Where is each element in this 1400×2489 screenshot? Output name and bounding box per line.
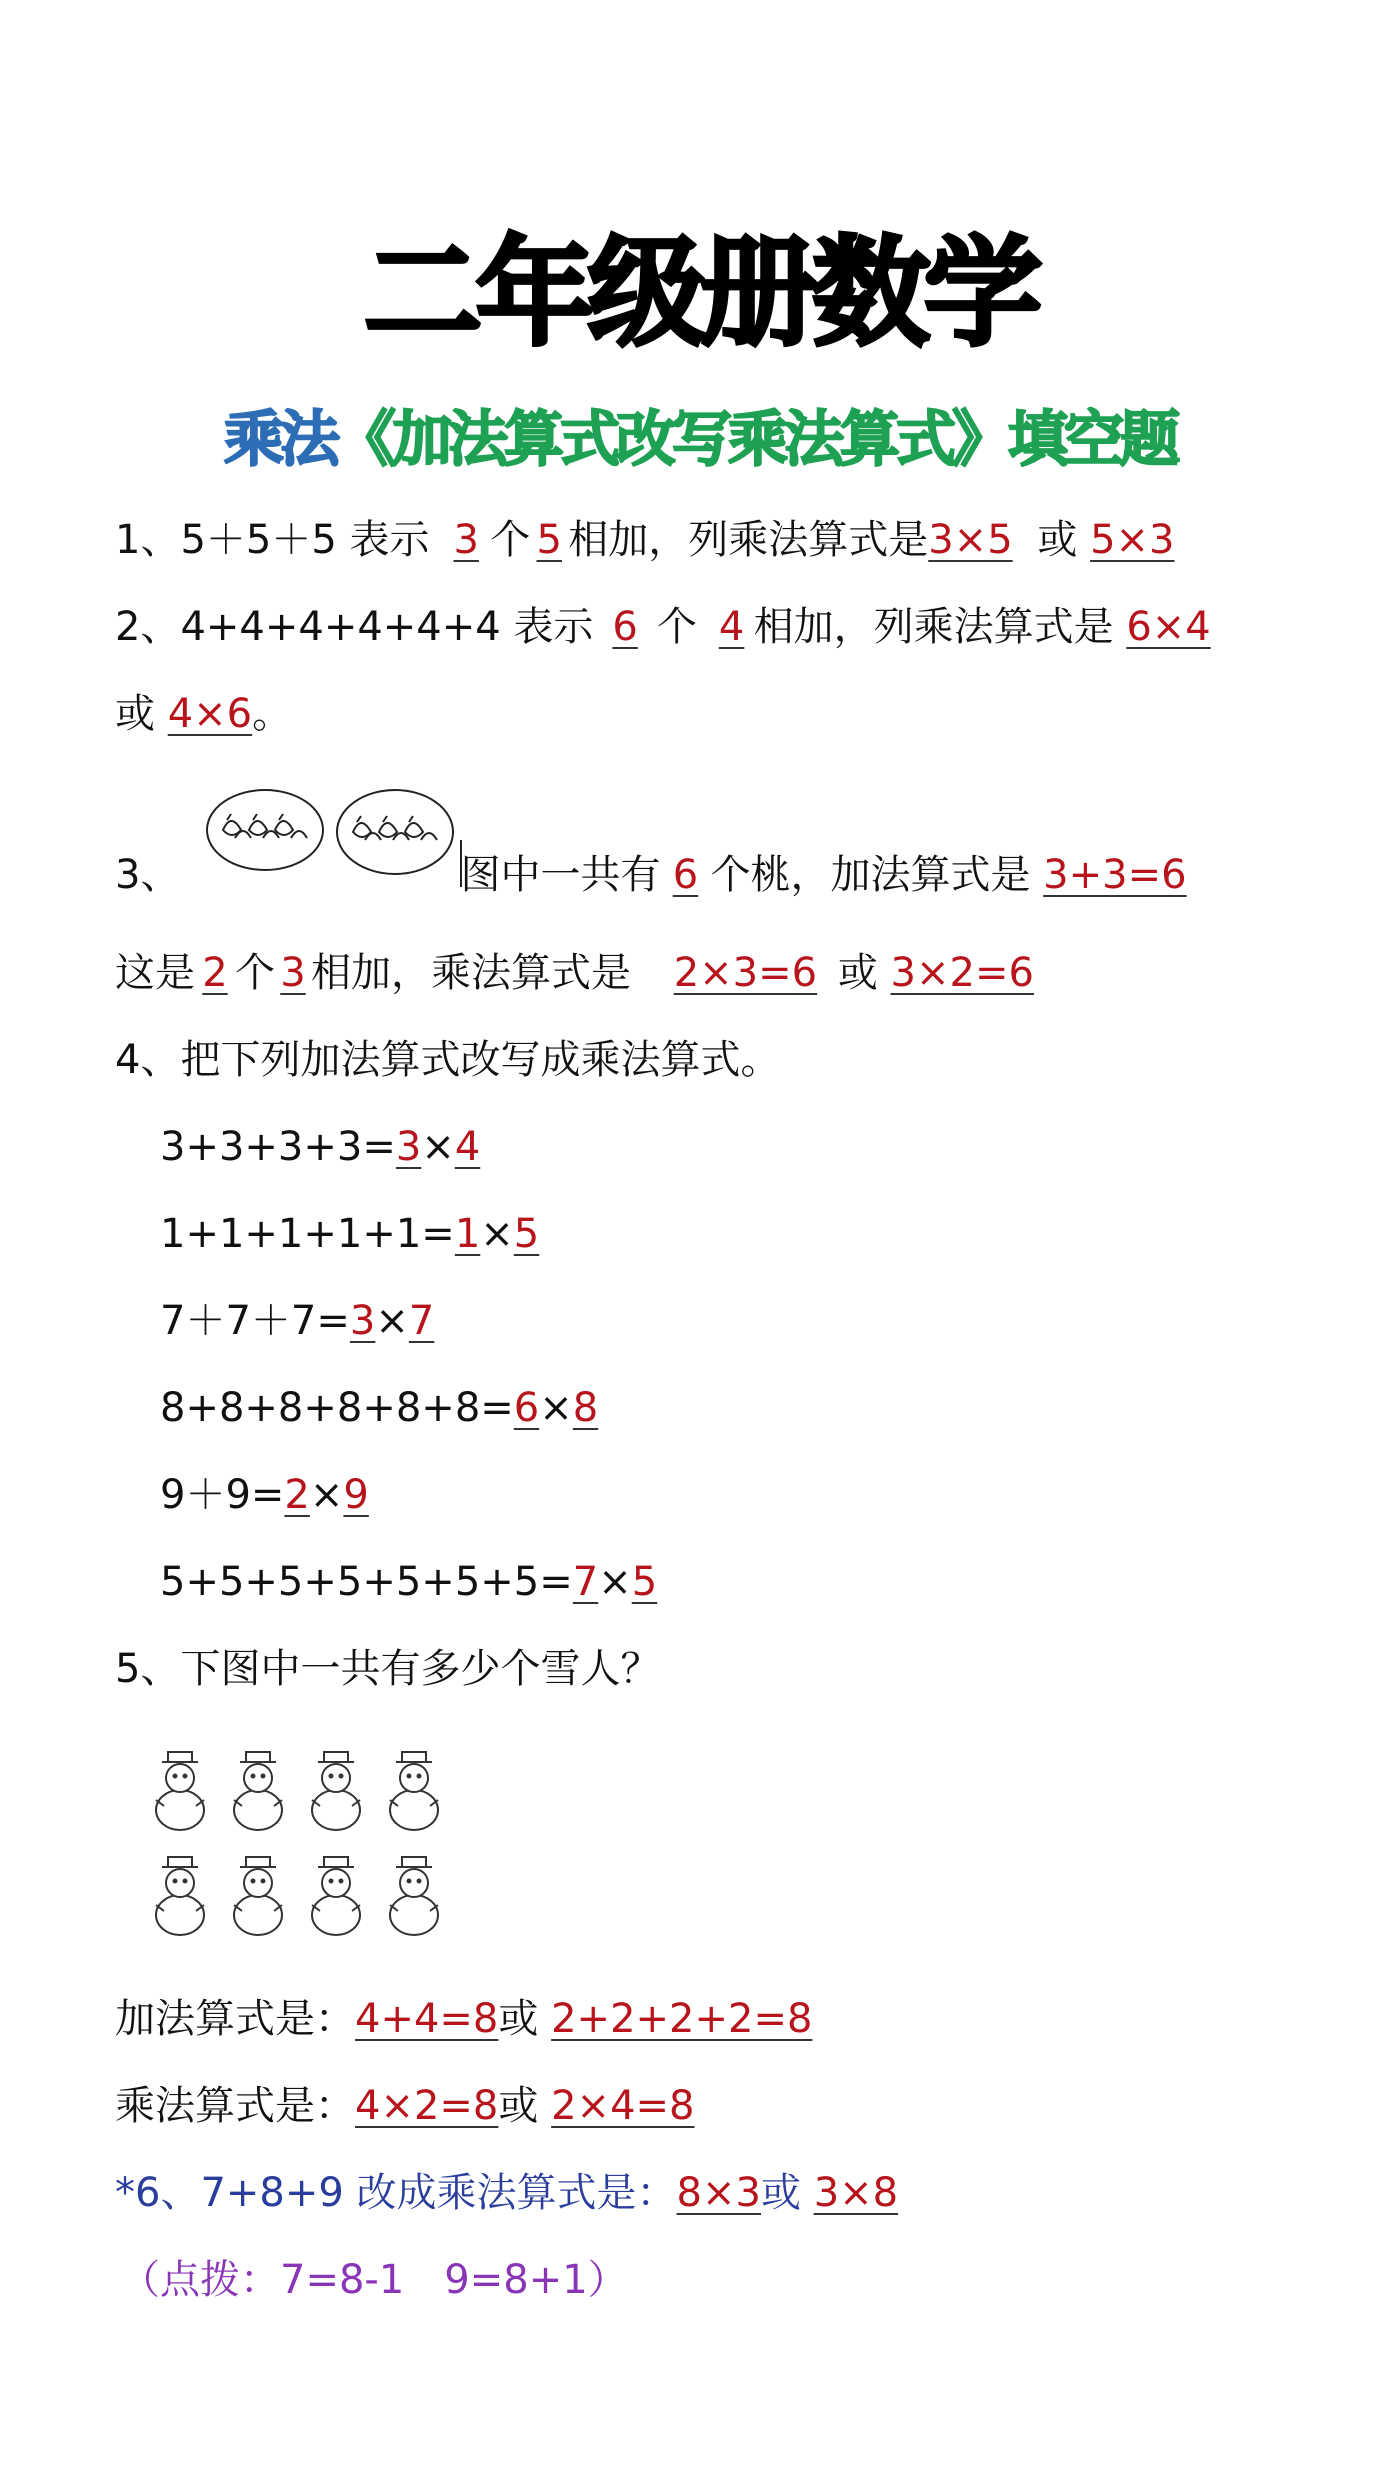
subtitle-part1: 乘法 [224,405,336,475]
answer-blank: 4+4=8 [355,1996,499,2042]
q6-hint: （点拨：7=8-1 9=8+1） [120,2257,628,2303]
snowman-icon [156,1752,204,1830]
answer-blank: 4 [718,604,745,650]
snowman-icon [312,1857,360,1935]
subtitle-part2: 《加法算式改写乘法算式》填空题 [336,405,1176,475]
q4-item: 9＋9=2×9 [160,1472,369,1518]
answer-blank: 2 [202,950,228,996]
snowman-icon [234,1857,282,1935]
answer-blank: 3×8 [813,2170,899,2216]
q4-item: 8+8+8+8+8+8=6×8 [160,1385,599,1431]
question-2: 2、4+4+4+4+4+4 表示 6 个 4 相加，列乘法算式是 6×4 [115,604,1211,650]
answer-blank: 4×2=8 [355,2083,499,2129]
question-1: 1、5＋5＋5 表示 3 个 5 相加，列乘法算式是3×5 或 5×3 [115,517,1175,563]
answer-blank: 6 [672,852,699,898]
q5-addition: 加法算式是：4+4=8或 2+2+2+2=8 [115,1996,813,2042]
answer-blank: 5 [536,517,562,563]
answer-blank: 8×3 [676,2170,761,2216]
q5-multiplication: 乘法算式是：4×2=8或 2×4=8 [115,2083,695,2129]
q4-item: 7＋7＋7=3×7 [160,1298,435,1344]
question-5-prompt: 5、下图中一共有多少个雪人？ [115,1646,661,1692]
question-2-cont: 或 4×6。 [115,691,293,737]
question-3: 3、 图中一共有 6 个桃，加法算式是 3+3=6 [115,852,1187,898]
question-6: *6、7+8+9 改成乘法算式是：8×3或 3×8 [115,2170,899,2216]
q4-item: 1+1+1+1+1=1×5 [160,1211,540,1257]
snowman-icon [390,1752,438,1830]
snowman-icon [390,1857,438,1935]
snowmen-illustration [150,1742,470,1947]
q4-item: 5+5+5+5+5+5+5=7×5 [160,1559,658,1605]
answer-blank: 6×4 [1126,604,1211,650]
answer-blank: 3+3=6 [1043,852,1187,898]
snowman-icon [156,1857,204,1935]
answer-blank: 3 [280,950,306,996]
question-4-prompt: 4、把下列加法算式改写成乘法算式。 [115,1037,781,1083]
snowman-icon [312,1752,360,1830]
answer-blank: 5×3 [1090,517,1175,563]
answer-blank: 3×2=6 [890,950,1034,996]
answer-blank: 4×6 [167,691,253,737]
snowman-icon [234,1752,282,1830]
answer-blank: 2+2+2+2=8 [551,1996,813,2042]
answer-blank: 3 [453,517,479,563]
q4-item: 3+3+3+3=3×4 [160,1124,481,1170]
question-3-cont: 这是 2 个 3 相加，乘法算式是 2×3=6 或 3×2=6 [115,950,1034,996]
answer-blank: 6 [612,604,638,650]
page-title: 二年级册数学 [363,224,1036,362]
answer-blank: 2×4=8 [551,2083,695,2129]
answer-blank: 3×5 [928,517,1013,563]
answer-blank: 2×3=6 [673,950,818,996]
page-subtitle [0,392,1400,478]
